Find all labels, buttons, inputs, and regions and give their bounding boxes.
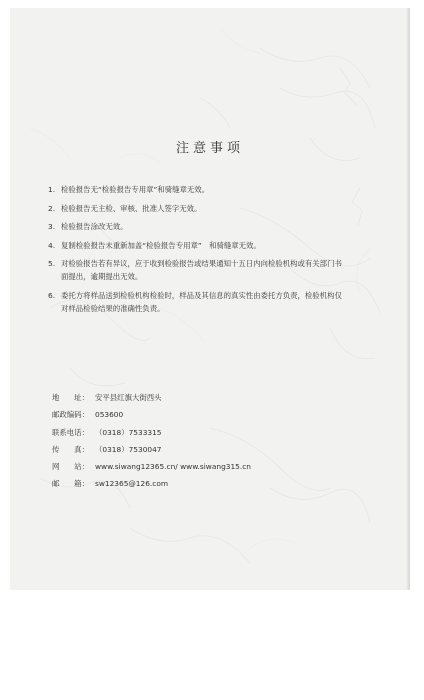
- list-item: [48, 183, 348, 196]
- contact-label: 邮政编码：: [52, 410, 89, 420]
- item-text: 对检验报告若有异议，应于收到检验报告或结果通知十五日内向检验机构或有关部门书面提出，逾期提出无效。: [61, 259, 342, 281]
- item-text: 检验报告无“检验报告专用章”和骑缝章无效。: [61, 185, 210, 194]
- contact-value: （0318）7533315: [95, 427, 162, 437]
- list-item: [48, 239, 348, 252]
- item-number: 4.: [48, 240, 56, 250]
- item-text: 检验报告涂改无效。: [61, 222, 128, 231]
- item-text: 复制检验报告未重新加盖“检验报告专用章” 和骑缝章无效。: [61, 240, 261, 250]
- item-text: 委托方将样品送到检验机构检验时，样品及其信息的真实性由委托方负责，检验机构仅对样品检验结果的准确性负责。: [61, 290, 342, 313]
- contact-value: 053600: [95, 410, 124, 420]
- contact-label: 邮 箱：: [52, 479, 89, 489]
- item-number: 6.: [48, 290, 56, 300]
- contact-value: www.siwang12365.cn/ www.siwang315.cn: [95, 462, 251, 472]
- contact-value: sw12365@126.com: [95, 479, 169, 489]
- list-item: [48, 289, 348, 315]
- contact-label: 传 真：: [52, 444, 89, 454]
- list-item: [48, 220, 348, 233]
- contact-label: 网 站：: [52, 462, 89, 472]
- document-page: [10, 8, 410, 590]
- contact-website: [52, 458, 251, 475]
- contact-phone: [52, 424, 251, 441]
- item-text: 检验报告无主检、审核、批准人签字无效。: [61, 203, 202, 213]
- notes-list: [48, 183, 348, 320]
- contact-postcode: [52, 406, 251, 423]
- item-number: 3.: [48, 222, 56, 231]
- item-number: 2.: [48, 203, 56, 213]
- list-item: [48, 202, 348, 215]
- list-item: [48, 257, 348, 283]
- item-number: 5.: [48, 259, 56, 268]
- contact-value: （0318）7530047: [95, 444, 162, 454]
- contact-email: [52, 475, 251, 492]
- page-title: 注意事项: [175, 141, 244, 156]
- item-number: 1.: [48, 185, 56, 194]
- contact-label: 联系电话：: [52, 427, 89, 437]
- contact-address: [52, 389, 251, 406]
- contact-label: 地 址：: [52, 393, 89, 402]
- page-edge-shadow: [406, 8, 410, 590]
- contact-value: 安平县红旗大街西头: [95, 393, 162, 402]
- contact-fax: [52, 441, 251, 458]
- contact-info: [52, 389, 251, 493]
